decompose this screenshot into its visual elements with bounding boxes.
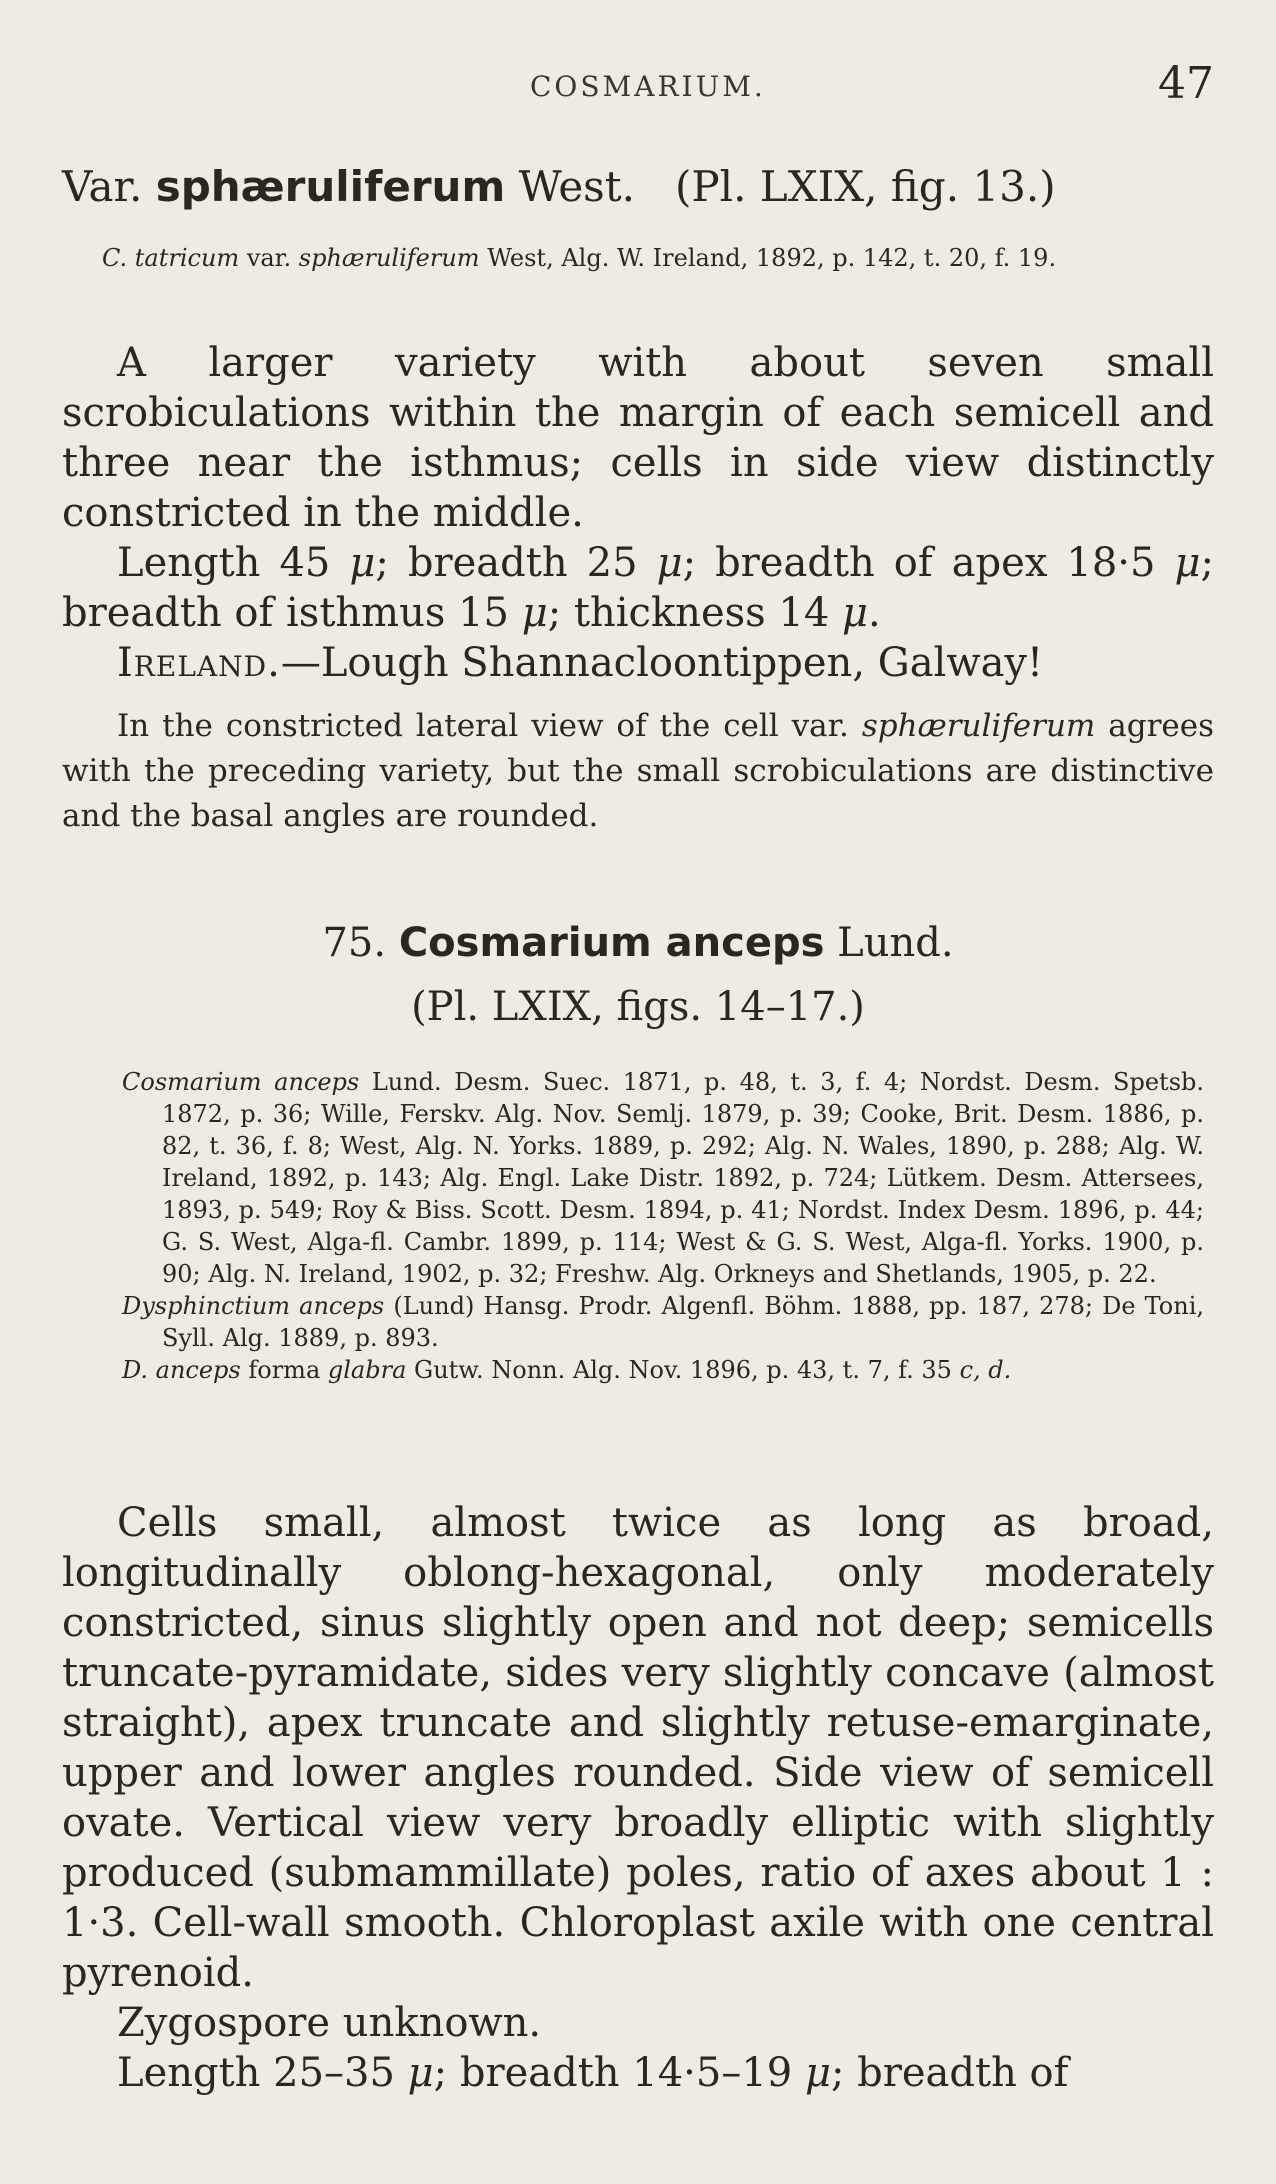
species-references bbox=[122, 1066, 1204, 1386]
reference-entry: D. anceps forma glabra Gutw. Nonn. Alg. Nov. 1896, p. 43, t. 7, f. 35 c, d. bbox=[122, 1356, 1012, 1384]
species-plate-ref: (Pl. LXIX, figs. 14–17.) bbox=[411, 984, 865, 1030]
species-author: Lund. bbox=[837, 920, 954, 966]
variety-dimensions: Length 45 μ; breadth 25 μ; breadth of apex 18·5 μ; breadth of isthmus 15 μ; thickness 14 μ. bbox=[62, 540, 1214, 636]
species-dimensions: Length 25–35 μ; breadth 14·5–19 μ; breadth of bbox=[117, 2050, 1069, 2096]
running-head: COSMARIUM. bbox=[530, 70, 766, 103]
variety-name: sphæruliferum bbox=[155, 162, 506, 211]
reference-entry: Cosmarium anceps Lund. Desm. Suec. 1871, p. 48, t. 3, f. 4; Nordst. Desm. Spetsb. 1872, p. 36; Wille, Ferskv. Alg. Nov. Semlj. 1879, p. 39; Cooke, Brit. Desm. 1886, p. 82, t. 36, f. 8; West, Alg. N. Yorks. 1889, p. 292; Alg. N. Wales, 1890, p. 288; Alg. W. Ireland, 1892, p. 143; Alg. Engl. Lake Distr. 1892, p. 724; Lütkem. Desm. Attersees, 1893, p. 549; Roy & Biss. Scott. Desm. 1894, p. 41; Nordst. Index Desm. 1896, p. 44; G. S. West, Alga-fl. Cambr. 1899, p. 114; West & G. S. West, Alga-fl. Yorks. 1900, p. 90; Alg. N. Ireland, 1902, p. 32; Freshw. Alg. Orkneys and Shetlands, 1905, p. 22. bbox=[122, 1068, 1204, 1288]
synonym-epithet: sphæruliferum bbox=[298, 244, 480, 272]
zygospore-note: Zygospore unknown. bbox=[117, 2000, 542, 2046]
page-number: 47 bbox=[1158, 58, 1214, 109]
species-name: Cosmarium anceps bbox=[398, 920, 825, 966]
variety-description: A larger variety with about seven small scrobiculations within the margin of each semicell and three near the isthmus; cells in side view distinctly constricted in the middle. Length 45 μ; breadth 25 μ; breadth of apex 18·5 μ; breadth of isthmus 15 μ; thickness 14 μ. Ireland.—Lough Shannacloontippen, Galway! bbox=[62, 340, 1214, 686]
variety-synonym bbox=[102, 242, 1214, 274]
reference-entry: Dysphinctium anceps (Lund) Hansg. Prodr. Algenfl. Böhm. 1888, pp. 187, 278; De Toni, Syll. Alg. 1889, p. 893. bbox=[122, 1292, 1204, 1352]
variety-plate-ref: (Pl. LXIX, fig. 13.) bbox=[675, 162, 1056, 211]
variety-heading bbox=[62, 162, 1214, 212]
variety-note: In the constricted lateral view of the cell var. sphæruliferum agrees with the preceding variety, but the small scrobiculations are distinctive and the basal angles are rounded. bbox=[62, 708, 1215, 834]
species-description: Cells small, almost twice as long as broad, longitudinally oblong-hexagonal, only moderately constricted, sinus slightly open and not deep; semicells truncate-pyramidate, sides very slightly concave (almost straight), apex truncate and slightly retuse-emarginate, upper and lower angles rounded. Side view of semicell ovate. Vertical view very broadly elliptic with slightly produced (submammillate) poles, ratio of axes about 1 : 1·3. Cell-wall smooth. Chloroplast axile with one central pyrenoid. Zygospore unknown. Length 25–35 μ; breadth 14·5–19 μ; breadth of bbox=[62, 1500, 1214, 2096]
synonym-var: var. bbox=[246, 244, 292, 272]
synonym-citation: West, Alg. W. Ireland, 1892, p. 142, t. 20, f. 19. bbox=[487, 244, 1057, 272]
species-number: 75. bbox=[322, 920, 387, 966]
variety-locality: Ireland.—Lough Shannacloontippen, Galway! bbox=[117, 640, 1044, 686]
variety-author: West. bbox=[518, 162, 635, 211]
synonym-genus: C. tatricum bbox=[102, 244, 240, 272]
variety-prefix: Var. bbox=[62, 162, 143, 211]
species-heading bbox=[62, 918, 1214, 1032]
